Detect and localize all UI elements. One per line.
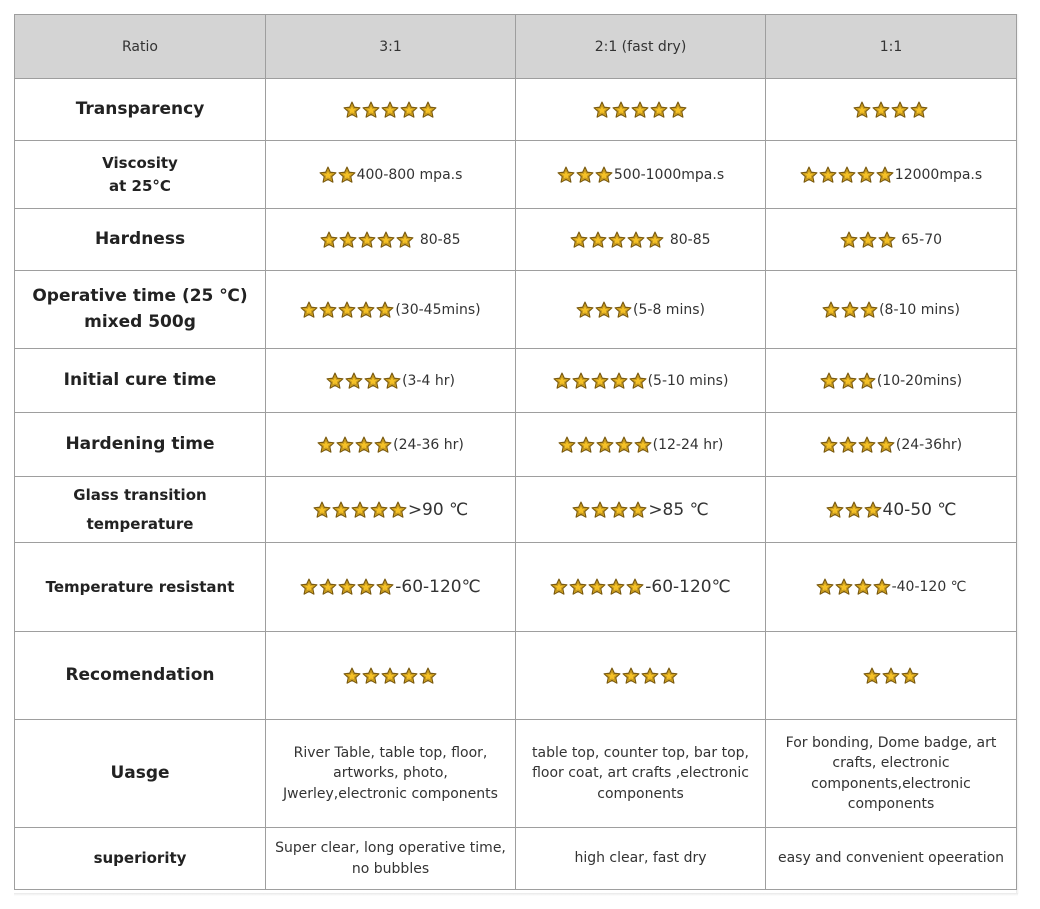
star-icon: [629, 501, 647, 519]
row-label-line: mixed 500g: [84, 311, 196, 332]
rating-value-text: 80-85: [415, 231, 461, 248]
star-icon: [572, 372, 590, 390]
usage-cell: table top, counter top, bar top, floor coat, art crafts ,electronic components: [516, 720, 766, 828]
star-icon: [558, 436, 576, 454]
rating-cell: [766, 543, 1017, 632]
table-row-glass-transition: [15, 477, 1017, 543]
row-label-initial-cure-time: Initial cure time: [15, 349, 266, 413]
table-row-operative-time: [15, 271, 1017, 349]
row-label-hardness: Hardness: [15, 209, 266, 271]
rating-cell: [766, 79, 1017, 141]
star-icon: [319, 301, 337, 319]
star-icon: [835, 578, 853, 596]
rating-value-text: >90 ℃: [407, 499, 469, 520]
rating-cell: [266, 413, 516, 477]
rating-value-text: -60-120℃: [645, 577, 731, 597]
star-icon: [345, 372, 363, 390]
star-rating: [343, 667, 438, 685]
star-icon: [358, 231, 376, 249]
star-icon: [826, 501, 844, 519]
star-icon: [669, 101, 687, 119]
row-label-recommendation: Recomendation: [15, 632, 266, 720]
rating-cell: [766, 413, 1017, 477]
star-icon: [332, 501, 350, 519]
rating-cell: [516, 141, 766, 209]
rating-value-text: (8-10 mins): [879, 301, 960, 318]
rating-cell: [516, 79, 766, 141]
star-icon: [317, 436, 335, 454]
row-label-line: at 25°C: [109, 176, 171, 195]
table-shadow-bottom: [14, 893, 1018, 896]
row-label-line: Operative time (25 ℃): [32, 286, 248, 306]
star-icon: [376, 301, 394, 319]
star-rating: [816, 578, 892, 596]
star-icon: [326, 372, 344, 390]
rating-value-text: 80-85: [665, 231, 711, 248]
star-rating: [558, 436, 653, 454]
table-row-temperature-resistant: [15, 543, 1017, 632]
star-icon: [901, 667, 919, 685]
row-label-usage: Uasge: [15, 720, 266, 828]
star-icon: [660, 667, 678, 685]
star-icon: [627, 231, 645, 249]
star-icon: [612, 101, 630, 119]
comparison-table-container: [14, 14, 1016, 890]
rating-value-text: (10-20mins): [876, 372, 963, 389]
rating-cell: [516, 349, 766, 413]
star-icon: [576, 301, 594, 319]
rating-value-text: (30-45mins): [395, 301, 481, 318]
rating-value-text: (5-8 mins): [633, 301, 705, 318]
rating-cell: [516, 632, 766, 720]
rating-value-text: 500-1000mpa.s: [613, 166, 725, 183]
star-icon: [593, 101, 611, 119]
star-icon: [646, 231, 664, 249]
star-icon: [800, 166, 818, 184]
star-rating: [343, 101, 438, 119]
header-row: [15, 15, 1017, 79]
star-icon: [819, 166, 837, 184]
table-row-transparency: [15, 79, 1017, 141]
rating-cell: [266, 141, 516, 209]
star-icon: [610, 372, 628, 390]
star-rating: [820, 372, 877, 390]
star-rating: [593, 101, 688, 119]
row-label-superiority: superiority: [15, 828, 266, 890]
star-icon: [381, 101, 399, 119]
star-rating: [319, 166, 357, 184]
star-icon: [550, 578, 568, 596]
star-icon: [576, 166, 594, 184]
star-icon: [370, 501, 388, 519]
star-icon: [595, 166, 613, 184]
star-icon: [608, 231, 626, 249]
star-icon: [615, 436, 633, 454]
star-icon: [863, 667, 881, 685]
star-icon: [570, 231, 588, 249]
star-icon: [591, 372, 609, 390]
rating-value-text: (12-24 hr): [652, 436, 724, 453]
rating-value-text: 400-800 mpa.s: [356, 166, 463, 183]
star-icon: [572, 501, 590, 519]
row-label-glass-transition: [15, 477, 266, 543]
rating-value-text: 40-50 ℃: [882, 499, 957, 520]
usage-cell: For bonding, Dome badge, art crafts, electronic components,electronic components: [766, 720, 1017, 828]
rating-cell: [266, 79, 516, 141]
star-icon: [338, 301, 356, 319]
header-cell-3-1: 3:1: [266, 15, 516, 79]
star-icon: [839, 372, 857, 390]
star-icon: [820, 372, 838, 390]
star-icon: [313, 501, 331, 519]
star-icon: [374, 436, 392, 454]
star-icon: [816, 578, 834, 596]
rating-value-text: (24-36 hr): [393, 436, 464, 453]
star-icon: [858, 436, 876, 454]
rating-cell: [266, 477, 516, 543]
star-rating: [800, 166, 895, 184]
star-icon: [400, 667, 418, 685]
star-icon: [839, 436, 857, 454]
rating-cell: [766, 477, 1017, 543]
row-label-line: temperature: [86, 514, 194, 533]
star-icon: [343, 667, 361, 685]
star-icon: [377, 231, 395, 249]
rating-cell: [766, 271, 1017, 349]
star-rating: [326, 372, 402, 390]
star-icon: [419, 101, 437, 119]
table-row-usage: [15, 720, 1017, 828]
star-icon: [588, 578, 606, 596]
rating-value-text: (24-36hr): [895, 436, 963, 453]
star-icon: [873, 578, 891, 596]
header-cell-1-1: 1:1: [766, 15, 1017, 79]
star-icon: [577, 436, 595, 454]
row-label-viscosity: [15, 141, 266, 209]
star-icon: [631, 101, 649, 119]
star-icon: [339, 231, 357, 249]
star-icon: [400, 101, 418, 119]
star-icon: [860, 301, 878, 319]
star-icon: [634, 436, 652, 454]
star-rating: [550, 578, 645, 596]
rating-cell: [516, 271, 766, 349]
table-row-viscosity: [15, 141, 1017, 209]
star-icon: [338, 578, 356, 596]
rating-cell: [766, 349, 1017, 413]
star-icon: [864, 501, 882, 519]
rating-value-text: 65-70: [896, 231, 943, 248]
star-icon: [338, 166, 356, 184]
star-icon: [854, 578, 872, 596]
star-icon: [569, 578, 587, 596]
star-icon: [557, 166, 575, 184]
star-rating: [826, 501, 883, 519]
star-icon: [910, 101, 928, 119]
rating-cell: [516, 543, 766, 632]
row-label-temperature-resistant: Temperature resistant: [15, 543, 266, 632]
rating-cell: [266, 543, 516, 632]
star-rating: [317, 436, 393, 454]
rating-cell: [766, 209, 1017, 271]
star-icon: [650, 101, 668, 119]
star-icon: [300, 301, 318, 319]
star-rating: [822, 301, 879, 319]
star-icon: [853, 101, 871, 119]
star-rating: [572, 501, 648, 519]
star-icon: [845, 501, 863, 519]
rating-value-text: >85 ℃: [648, 499, 709, 520]
star-icon: [882, 667, 900, 685]
star-icon: [614, 301, 632, 319]
superiority-cell: Super clear, long operative time, no bubbles: [266, 828, 516, 890]
star-rating: [300, 578, 395, 596]
row-label-hardening-time: Hardening time: [15, 413, 266, 477]
star-rating: [603, 667, 679, 685]
resin-ratio-comparison-table: [14, 14, 1017, 890]
star-rating: [820, 436, 896, 454]
star-icon: [381, 667, 399, 685]
star-icon: [300, 578, 318, 596]
star-icon: [641, 667, 659, 685]
superiority-cell: easy and convenient opeeration: [766, 828, 1017, 890]
star-icon: [389, 501, 407, 519]
star-icon: [376, 578, 394, 596]
rating-value-text: -60-120℃: [395, 577, 481, 597]
star-icon: [355, 436, 373, 454]
star-rating: [553, 372, 648, 390]
table-row-recommendation: [15, 632, 1017, 720]
star-icon: [878, 231, 896, 249]
star-icon: [857, 166, 875, 184]
row-label-line: Glass transition: [73, 486, 207, 504]
star-icon: [319, 166, 337, 184]
rating-cell: [266, 209, 516, 271]
star-icon: [607, 578, 625, 596]
star-icon: [840, 231, 858, 249]
star-icon: [383, 372, 401, 390]
star-icon: [820, 436, 838, 454]
star-icon: [396, 231, 414, 249]
rating-cell: [516, 413, 766, 477]
rating-cell: [266, 349, 516, 413]
star-icon: [357, 578, 375, 596]
table-row-initial-cure-time: [15, 349, 1017, 413]
star-icon: [595, 301, 613, 319]
rating-cell: [516, 209, 766, 271]
rating-value-text: (5-10 mins): [647, 372, 729, 389]
star-rating: [576, 301, 633, 319]
star-icon: [336, 436, 354, 454]
star-icon: [858, 372, 876, 390]
row-label-transparency: Transparency: [15, 79, 266, 141]
row-label-line: Viscosity: [102, 154, 178, 172]
usage-cell: River Table, table top, floor, artworks, photo, Jwerley,electronic components: [266, 720, 516, 828]
rating-value-text: 12000mpa.s: [894, 166, 983, 183]
row-label-operative-time: [15, 271, 266, 349]
rating-value-text: -40-120 ℃: [891, 579, 967, 595]
rating-cell: [516, 477, 766, 543]
star-rating: [840, 231, 897, 249]
rating-cell: [766, 632, 1017, 720]
star-icon: [841, 301, 859, 319]
star-icon: [877, 436, 895, 454]
star-icon: [343, 101, 361, 119]
star-icon: [626, 578, 644, 596]
star-icon: [859, 231, 877, 249]
star-rating: [853, 101, 929, 119]
rating-cell: [266, 632, 516, 720]
star-icon: [357, 301, 375, 319]
table-row-superiority: [15, 828, 1017, 890]
rating-cell: [766, 141, 1017, 209]
star-rating: [300, 301, 395, 319]
star-icon: [362, 667, 380, 685]
star-icon: [876, 166, 894, 184]
table-row-hardening-time: [15, 413, 1017, 477]
rating-value-text: (3-4 hr): [402, 372, 455, 389]
star-icon: [622, 667, 640, 685]
star-rating: [313, 501, 408, 519]
star-icon: [320, 231, 338, 249]
star-icon: [822, 301, 840, 319]
star-icon: [872, 101, 890, 119]
star-icon: [838, 166, 856, 184]
star-icon: [629, 372, 647, 390]
table-row-hardness: [15, 209, 1017, 271]
header-cell-2-1: 2:1 (fast dry): [516, 15, 766, 79]
star-icon: [362, 101, 380, 119]
star-icon: [351, 501, 369, 519]
header-cell-ratio: Ratio: [15, 15, 266, 79]
superiority-cell: high clear, fast dry: [516, 828, 766, 890]
star-icon: [610, 501, 628, 519]
star-rating: [863, 667, 920, 685]
star-icon: [553, 372, 571, 390]
star-icon: [319, 578, 337, 596]
star-icon: [891, 101, 909, 119]
star-icon: [419, 667, 437, 685]
star-icon: [364, 372, 382, 390]
rating-cell: [266, 271, 516, 349]
star-icon: [596, 436, 614, 454]
star-icon: [591, 501, 609, 519]
star-rating: [320, 231, 415, 249]
star-icon: [589, 231, 607, 249]
star-rating: [570, 231, 665, 249]
star-icon: [603, 667, 621, 685]
star-rating: [557, 166, 614, 184]
